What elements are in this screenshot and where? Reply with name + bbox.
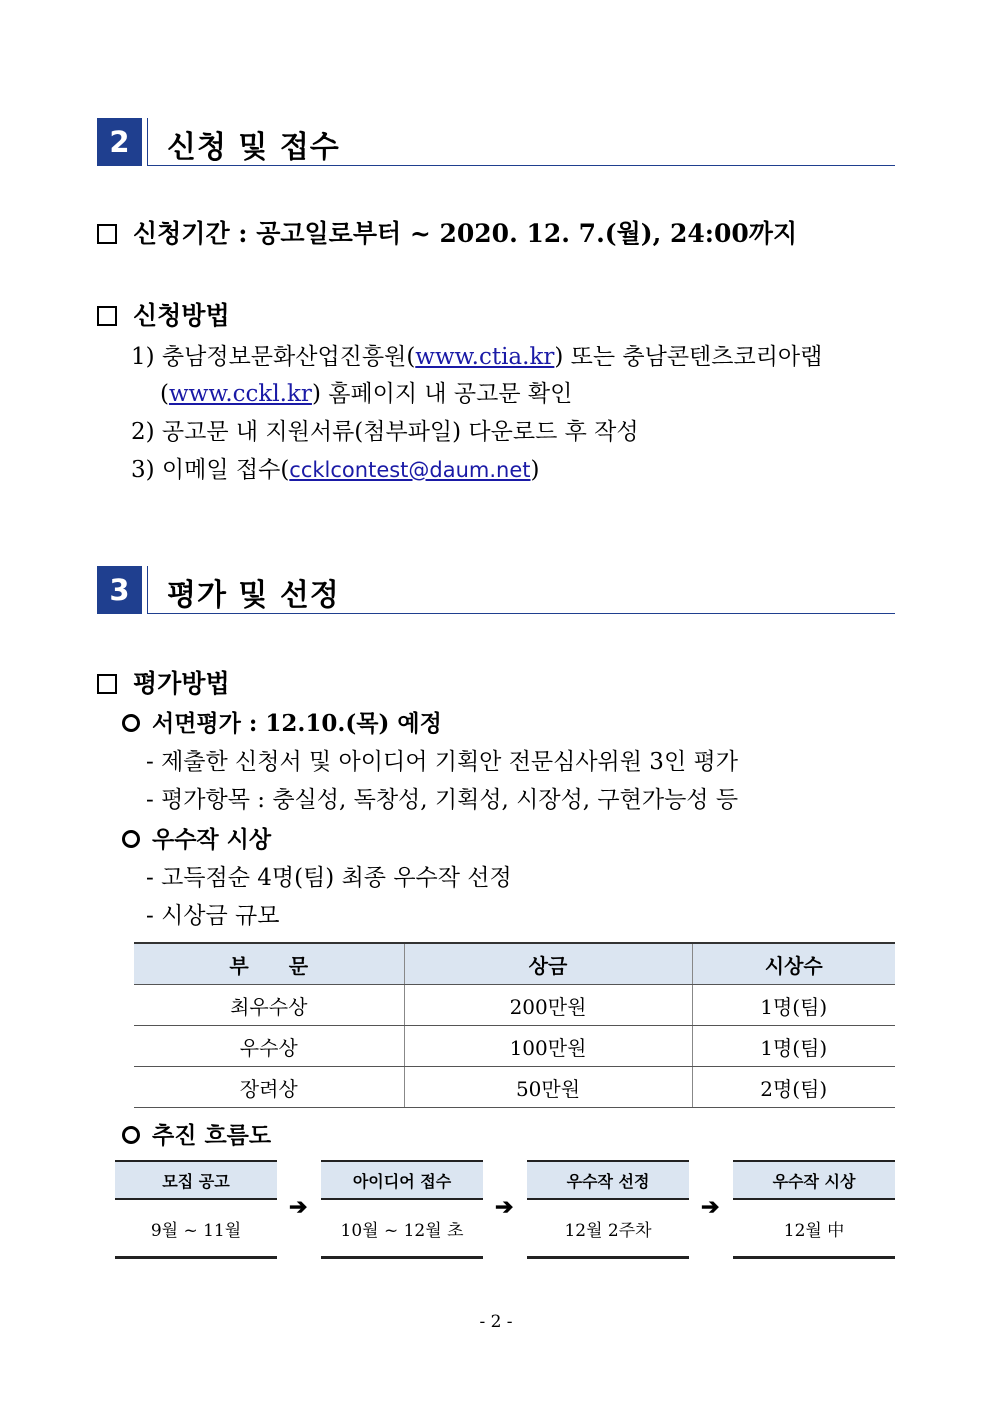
flow-step-title: 우수작 시상 [733, 1160, 895, 1200]
checkbox-square-icon [97, 674, 117, 694]
prize-table [134, 942, 895, 1108]
application-period [97, 214, 797, 250]
cell: 50만원 [404, 1067, 692, 1108]
circle-bullet-icon [122, 830, 140, 848]
award-detail-1: - 고득점순 4명(팀) 최종 우수작 선정 [146, 865, 512, 891]
table-header-row [134, 943, 895, 985]
checkbox-square-icon [97, 306, 117, 326]
document-evaluation-detail-1: - 제출한 신청서 및 아이디어 기획안 전문심사위원 3인 평가 [146, 749, 738, 775]
heading-text: 평가방법 [133, 669, 230, 698]
text: ( [160, 381, 169, 407]
arrow-right-icon: ➔ [289, 1194, 308, 1220]
text: ) [530, 457, 540, 483]
flow-heading [122, 1117, 271, 1150]
flow-step-period: 12월 2주차 [527, 1200, 689, 1259]
award-detail-2: - 시상금 규모 [146, 903, 280, 929]
divider [147, 118, 148, 166]
award-heading [122, 821, 271, 854]
text: 1) 충남정보문화산업진흥원( [131, 344, 416, 370]
cell: 2명(팀) [692, 1067, 895, 1108]
checkbox-square-icon [97, 224, 117, 244]
document-evaluation-detail-2: - 평가항목 : 충실성, 독창성, 기획성, 시장성, 구현가능성 등 [146, 787, 739, 813]
flow-step-title: 모집 공고 [115, 1160, 277, 1200]
cckl-link[interactable]: www.cckl.kr [168, 381, 312, 407]
arrow-right-icon: ➔ [495, 1194, 514, 1220]
underline [147, 613, 895, 614]
text: 추진 흐름도 [152, 1122, 272, 1149]
section-2-header [97, 118, 895, 166]
method-item-3 [131, 451, 540, 484]
flow-step-period: 10월 ~ 12월 초 [321, 1200, 483, 1259]
underline [147, 165, 895, 166]
email-link[interactable]: ccklcontest@daum.net [289, 458, 531, 482]
method-item-2: 2) 공고문 내 지원서류(첨부파일) 다운로드 후 작성 [131, 419, 639, 445]
flow-step-period: 9월 ~ 11월 [115, 1200, 277, 1259]
document-evaluation [122, 705, 442, 738]
text: ) 또는 충남콘텐츠코리아랩 [554, 344, 823, 370]
text: 3) 이메일 접수( [131, 457, 290, 483]
cell: 장려상 [134, 1067, 404, 1108]
header-category: 부 문 [134, 943, 404, 985]
table-row [134, 1026, 895, 1067]
text: ) 홈페이지 내 공고문 확인 [311, 381, 573, 407]
cell: 최우수상 [134, 985, 404, 1026]
table-row [134, 985, 895, 1026]
section-3-header [97, 566, 895, 614]
application-method-heading [97, 296, 230, 332]
flow-step-title: 우수작 선정 [527, 1160, 689, 1200]
text: 서면평가 : 12.10.(목) 예정 [152, 710, 442, 737]
flow-step-2 [321, 1160, 483, 1256]
table-row [134, 1067, 895, 1108]
cell: 우수상 [134, 1026, 404, 1067]
method-item-1-cont [160, 375, 572, 408]
arrow-right-icon: ➔ [701, 1194, 720, 1220]
circle-bullet-icon [122, 714, 140, 732]
flow-step-4 [733, 1160, 895, 1256]
flow-step-period: 12월 中 [733, 1200, 895, 1259]
evaluation-method-heading [97, 664, 230, 700]
cell: 200만원 [404, 985, 692, 1026]
flow-step-3 [527, 1160, 689, 1256]
heading-text: 신청방법 [133, 301, 230, 330]
application-period-text: 신청기간 : 공고일로부터 ~ 2020. 12. 7.(월), 24:00까지 [133, 219, 798, 248]
flow-step-1 [115, 1160, 277, 1256]
circle-bullet-icon [122, 1126, 140, 1144]
header-prize: 상금 [404, 943, 692, 985]
divider [147, 566, 148, 614]
section-title: 평가 및 선정 [167, 578, 340, 613]
method-item-1 [131, 338, 822, 371]
cell: 1명(팀) [692, 1026, 895, 1067]
flow-step-title: 아이디어 접수 [321, 1160, 483, 1200]
page-number: - 2 - [479, 1312, 513, 1332]
header-count: 시상수 [692, 943, 895, 985]
text: 우수작 시상 [152, 826, 272, 853]
cell: 1명(팀) [692, 985, 895, 1026]
section-number: 2 [97, 118, 142, 166]
ctia-link[interactable]: www.ctia.kr [415, 344, 555, 370]
section-title: 신청 및 접수 [167, 130, 340, 165]
section-number: 3 [97, 566, 142, 614]
cell: 100만원 [404, 1026, 692, 1067]
